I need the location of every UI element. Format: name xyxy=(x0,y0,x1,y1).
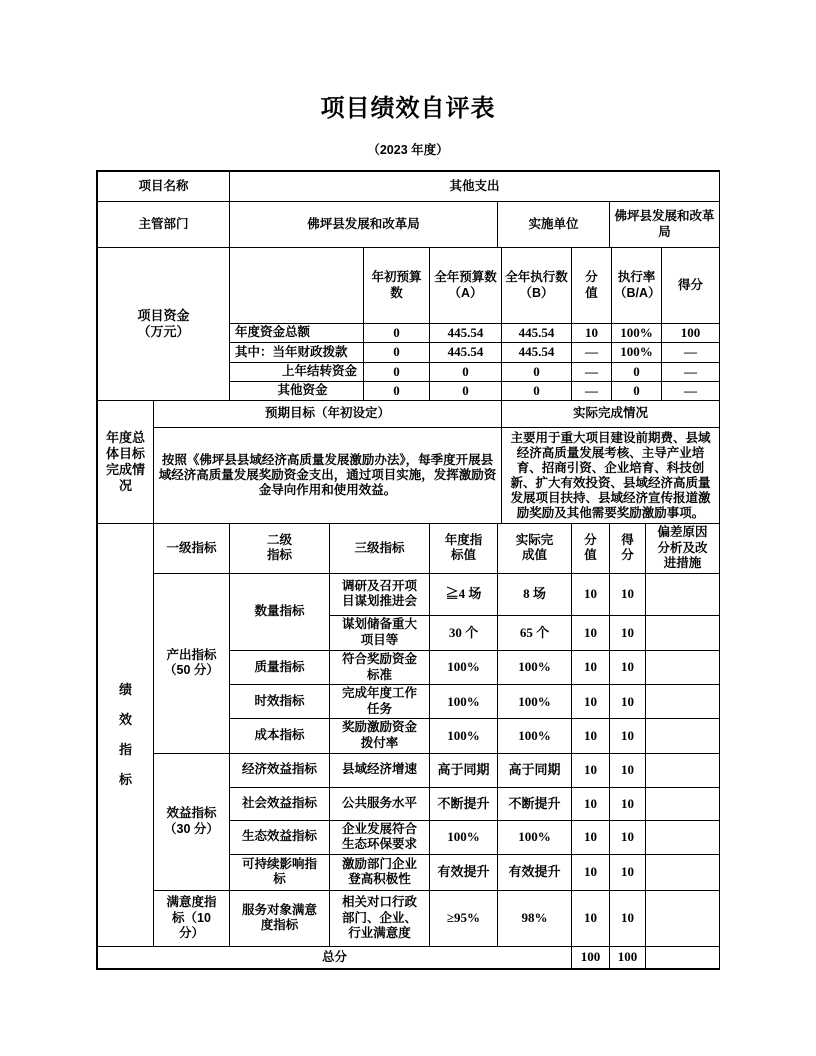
funding-cell: 445.54 xyxy=(430,343,502,362)
funding-header-executed: 全年执行数（B） xyxy=(502,248,572,324)
page-title: 项目绩效自评表 xyxy=(320,95,496,122)
funding-cell: — xyxy=(662,343,720,362)
funding-cell: 0 xyxy=(612,362,662,381)
points-cell: 10 xyxy=(610,685,646,719)
project-name-value: 其他支出 xyxy=(230,172,720,202)
total-table xyxy=(97,946,720,969)
header-deviation-text: 偏差原因分析及改进措施 xyxy=(657,525,708,571)
funding-cell: 445.54 xyxy=(430,324,502,343)
points-cell: 10 xyxy=(610,753,646,787)
funding-cell: — xyxy=(662,362,720,381)
funding-cell: 0 xyxy=(612,381,662,400)
deviation-cell xyxy=(646,854,720,890)
target-cell: 有效提升 xyxy=(430,854,498,890)
level2-economic: 经济效益指标 xyxy=(230,753,330,787)
level3-cell: 相关对口行政部门、企业、行业满意度 xyxy=(330,890,430,946)
points-cell: 10 xyxy=(610,573,646,615)
level2-cost: 成本指标 xyxy=(230,719,330,753)
indicator-row xyxy=(98,753,720,787)
target-cell: ≥95% xyxy=(430,890,498,946)
header-actual xyxy=(498,524,572,574)
actual-completion-text: 主要用于重大项目建设前期费、县域经济高质量发展考核、主导产业培育、招商引资、企业培育、科技创新、扩大有效投资、县域经济高质量发展项目扶持、县域经济宣传报道激励奖励及其他需要奖励激励事项。 xyxy=(502,428,720,524)
points-cell: 10 xyxy=(610,719,646,753)
header-target xyxy=(430,524,498,574)
score-cell: 10 xyxy=(572,685,610,719)
score-cell: 10 xyxy=(572,787,610,820)
evaluation-table xyxy=(96,170,720,970)
points-cell: 10 xyxy=(610,650,646,684)
basic-info-table xyxy=(97,171,720,248)
deviation-cell xyxy=(646,650,720,684)
indicators-row-label xyxy=(98,524,154,947)
annual-goal-row-label-text: 年度总体目标完成情况 xyxy=(105,429,145,494)
funding-cell: — xyxy=(662,381,720,400)
level3-cell: 企业发展符合生态环保要求 xyxy=(330,820,430,854)
indicator-row xyxy=(98,573,720,615)
expected-goal-text: 按照《佛坪县县域经济高质量发展激励办法》，每季度开展县域经济高质量发展奖励资金支出，通过项目实施，发挥激励资金导向作用和使用效益。 xyxy=(154,428,502,524)
funding-cell: 0 xyxy=(364,343,430,362)
score-cell: 10 xyxy=(572,650,610,684)
level3-cell: 谋划储备重大项目等 xyxy=(330,615,430,650)
target-cell: 100% xyxy=(430,650,498,684)
total-label: 总分 xyxy=(98,946,572,968)
header-deviation xyxy=(646,524,720,574)
impl-unit-label: 实施单位 xyxy=(498,202,610,248)
deviation-cell xyxy=(646,890,720,946)
actual-cell: 100% xyxy=(498,650,572,684)
header-target-text: 年度指标值 xyxy=(444,532,483,563)
points-cell: 10 xyxy=(610,615,646,650)
actual-cell: 65 个 xyxy=(498,615,572,650)
score-cell: 10 xyxy=(572,820,610,854)
header-actual-text: 实际完成值 xyxy=(515,532,554,563)
actual-cell: 100% xyxy=(498,719,572,753)
header-level2-text: 二级指标 xyxy=(266,532,292,563)
header-score xyxy=(572,524,610,574)
actual-cell: 高于同期 xyxy=(498,753,572,787)
funding-cell: 0 xyxy=(364,381,430,400)
score-cell: 10 xyxy=(572,719,610,753)
funding-header-initial-budget: 年初预算数 xyxy=(364,248,430,324)
header-level2 xyxy=(230,524,330,574)
funding-row-label-text: 项目资金（万元） xyxy=(137,307,190,339)
funding-cell: 0 xyxy=(430,362,502,381)
target-cell: ≧4 场 xyxy=(430,573,498,615)
level2-quality: 质量指标 xyxy=(230,650,330,684)
funding-row-name: 上年结转资金 xyxy=(230,362,364,381)
funding-row-name: 其他资金 xyxy=(230,381,364,400)
dept-value: 佛坪县发展和改革局 xyxy=(230,202,498,248)
total-points-cell: 100 xyxy=(610,946,646,968)
funding-cell: 445.54 xyxy=(502,324,572,343)
level2-timeliness: 时效指标 xyxy=(230,685,330,719)
score-cell: 10 xyxy=(572,890,610,946)
funding-subheader-empty xyxy=(230,248,364,324)
level2-quantity: 数量指标 xyxy=(230,573,330,650)
header-points xyxy=(610,524,646,574)
annual-goal-table xyxy=(97,400,720,524)
target-cell: 高于同期 xyxy=(430,753,498,787)
header-points-text: 得分 xyxy=(621,532,634,563)
impl-unit-value: 佛坪县发展和改革局 xyxy=(610,202,720,248)
points-cell: 10 xyxy=(610,854,646,890)
funding-cell: — xyxy=(572,343,612,362)
level3-cell: 县域经济增速 xyxy=(330,753,430,787)
funding-header-rate: 执行率（B/A） xyxy=(612,248,662,324)
level3-cell: 符合奖励资金标准 xyxy=(330,650,430,684)
document-sheet xyxy=(96,0,720,970)
target-cell: 100% xyxy=(430,685,498,719)
actual-cell: 100% xyxy=(498,820,572,854)
level3-cell: 调研及召开项目谋划推进会 xyxy=(330,573,430,615)
score-cell: 10 xyxy=(572,615,610,650)
header-score-text: 分值 xyxy=(584,532,597,563)
deviation-cell xyxy=(646,787,720,820)
target-cell: 100% xyxy=(430,719,498,753)
funding-cell: 0 xyxy=(502,381,572,400)
funding-table xyxy=(97,247,720,401)
points-cell: 10 xyxy=(610,820,646,854)
actual-cell: 100% xyxy=(498,685,572,719)
level3-cell: 公共服务水平 xyxy=(330,787,430,820)
funding-cell: 100% xyxy=(612,324,662,343)
level3-cell: 激励部门企业登高积极性 xyxy=(330,854,430,890)
total-deviation-cell xyxy=(646,946,720,968)
indicator-row xyxy=(98,890,720,946)
page-subtitle: （2023 年度） xyxy=(367,143,449,157)
actual-completion-header: 实际完成情况 xyxy=(502,401,720,428)
score-cell: 10 xyxy=(572,753,610,787)
deviation-cell xyxy=(646,685,720,719)
indicators-row-label-text: 绩效指标 xyxy=(118,682,132,787)
level3-cell: 奖励激励资金拨付率 xyxy=(330,719,430,753)
deviation-cell xyxy=(646,719,720,753)
score-cell: 10 xyxy=(572,854,610,890)
deviation-cell xyxy=(646,820,720,854)
funding-cell: 100 xyxy=(662,324,720,343)
funding-cell: 0 xyxy=(364,362,430,381)
funding-cell: 0 xyxy=(430,381,502,400)
funding-header-points: 得分 xyxy=(662,248,720,324)
total-score-cell: 100 xyxy=(572,946,610,968)
funding-row-name: 年度资金总额 xyxy=(230,324,364,343)
header-level3: 三级指标 xyxy=(330,524,430,574)
points-cell: 10 xyxy=(610,890,646,946)
score-cell: 10 xyxy=(572,573,610,615)
actual-cell: 有效提升 xyxy=(498,854,572,890)
actual-cell: 不断提升 xyxy=(498,787,572,820)
funding-row-name: 其中：当年财政拨款 xyxy=(230,343,364,362)
funding-cell: 10 xyxy=(572,324,612,343)
level1-satisfaction: 满意度指标（10 分） xyxy=(154,890,230,946)
indicators-table xyxy=(97,523,720,947)
level2-service-satisfaction: 服务对象满意度指标 xyxy=(230,890,330,946)
expected-goal-header: 预期目标（年初设定） xyxy=(154,401,502,428)
funding-header-score xyxy=(572,248,612,324)
actual-cell: 8 场 xyxy=(498,573,572,615)
level3-cell: 完成年度工作任务 xyxy=(330,685,430,719)
level1-output: 产出指标（50 分） xyxy=(154,573,230,753)
level2-social: 社会效益指标 xyxy=(230,787,330,820)
deviation-cell xyxy=(646,573,720,615)
target-cell: 100% xyxy=(430,820,498,854)
funding-header-annual-budget: 全年预算数（A） xyxy=(430,248,502,324)
dept-label: 主管部门 xyxy=(98,202,230,248)
level2-sustainability: 可持续影响指标 xyxy=(230,854,330,890)
deviation-cell xyxy=(646,615,720,650)
funding-cell: 100% xyxy=(612,343,662,362)
funding-row-label xyxy=(98,248,230,401)
level2-ecological: 生态效益指标 xyxy=(230,820,330,854)
project-name-label: 项目名称 xyxy=(98,172,230,202)
header-level1: 一级指标 xyxy=(154,524,230,574)
funding-cell: 0 xyxy=(364,324,430,343)
points-cell: 10 xyxy=(610,787,646,820)
funding-cell: — xyxy=(572,362,612,381)
deviation-cell xyxy=(646,753,720,787)
funding-header-score-text: 分值 xyxy=(585,269,598,300)
level1-benefit: 效益指标（30 分） xyxy=(154,753,230,890)
target-cell: 不断提升 xyxy=(430,787,498,820)
funding-cell: 0 xyxy=(502,362,572,381)
annual-goal-row-label xyxy=(98,401,154,524)
target-cell: 30 个 xyxy=(430,615,498,650)
funding-cell: 445.54 xyxy=(502,343,572,362)
actual-cell: 98% xyxy=(498,890,572,946)
funding-cell: — xyxy=(572,381,612,400)
